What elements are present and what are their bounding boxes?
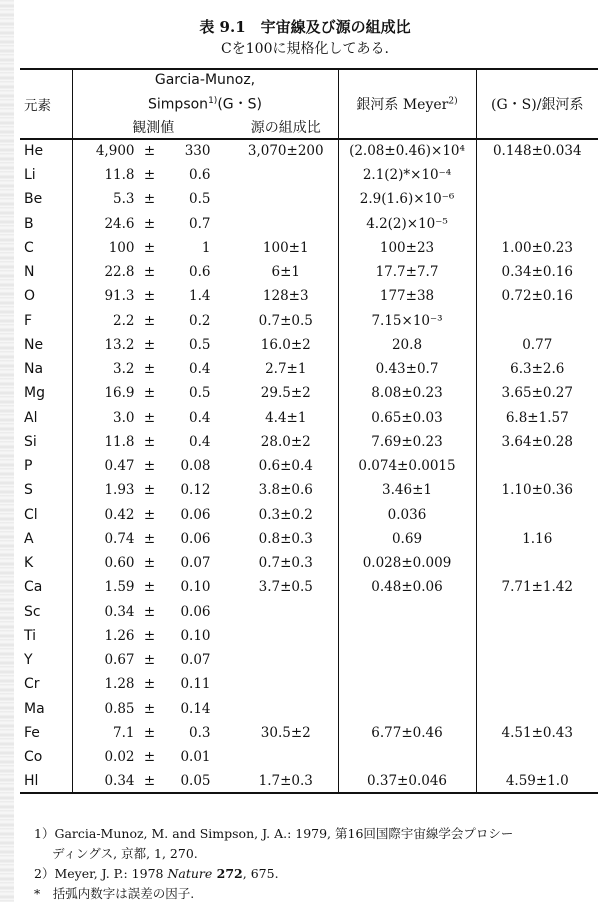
observed-value: 0.34 (104, 603, 135, 620)
cell-element: S (24, 482, 33, 499)
observed-value: 1.28 (104, 676, 135, 693)
cell-observed (72, 333, 234, 357)
cell-ratio (476, 624, 598, 648)
cell-observed (72, 769, 234, 793)
cell-source (234, 745, 338, 769)
table-row (20, 187, 598, 211)
cell-source (234, 599, 338, 623)
table-row (20, 478, 598, 502)
observed-error: 330 (184, 143, 211, 160)
plus-minus: ± (143, 215, 156, 232)
cell-meyer: 7.15×10⁻³ (338, 308, 476, 332)
header-source: 源の組成比 (250, 119, 321, 136)
cell-element: A (24, 530, 34, 547)
header-ratio: (G・S)/銀河系 (476, 69, 598, 139)
cell-source: 6±1 (271, 264, 300, 281)
cell-meyer: 0.48±0.06 (338, 575, 476, 599)
cell-ratio (476, 745, 598, 769)
cell-meyer: 7.69±0.23 (338, 430, 476, 454)
cell-observed (72, 648, 234, 672)
cell-element: Hl (24, 772, 39, 789)
cell-source: 3.7±0.5 (258, 579, 313, 596)
cell-element: C (24, 239, 34, 256)
plus-minus: ± (143, 652, 156, 669)
table-row (20, 454, 598, 478)
plus-minus: ± (143, 749, 156, 766)
cell-observed (72, 672, 234, 696)
observed-error: 0.14 (180, 700, 211, 717)
plus-minus: ± (143, 458, 156, 475)
cell-element: Ma (24, 700, 45, 717)
observed-value: 1.93 (104, 482, 135, 499)
observed-value: 0.42 (104, 506, 135, 523)
cell-ratio (476, 163, 598, 187)
observed-value: 0.67 (104, 652, 135, 669)
cell-ratio: 4.51±0.43 (476, 721, 598, 745)
cell-observed (72, 187, 234, 211)
cell-meyer: 0.074±0.0015 (338, 454, 476, 478)
observed-error: 0.01 (180, 749, 211, 766)
observed-error: 0.6 (189, 167, 211, 184)
table-row (20, 721, 598, 745)
plus-minus: ± (143, 239, 156, 256)
cell-source: 1.7±0.3 (258, 772, 313, 789)
plus-minus: ± (143, 724, 156, 741)
observed-error: 0.07 (180, 652, 211, 669)
cell-meyer (338, 745, 476, 769)
observed-value: 16.9 (104, 385, 135, 402)
cell-element: Mg (24, 385, 45, 402)
observed-error: 0.10 (180, 579, 211, 596)
table-row (20, 672, 598, 696)
cell-observed (72, 454, 234, 478)
observed-value: 24.6 (104, 215, 135, 232)
cell-ratio (476, 551, 598, 575)
cell-meyer (338, 624, 476, 648)
observed-value: 1.26 (104, 627, 135, 644)
cell-element: Be (24, 191, 43, 208)
cell-meyer: 177±38 (338, 284, 476, 308)
cell-observed (72, 696, 234, 720)
cell-ratio (476, 648, 598, 672)
observed-error: 0.12 (180, 482, 211, 499)
table-row (20, 575, 598, 599)
cell-ratio (476, 599, 598, 623)
plus-minus: ± (143, 555, 156, 572)
cell-ratio (476, 187, 598, 211)
table-row (20, 624, 598, 648)
cell-ratio (476, 211, 598, 235)
plus-minus: ± (143, 312, 156, 329)
observed-value: 91.3 (104, 288, 135, 305)
plus-minus: ± (143, 143, 156, 160)
cell-meyer: 4.2(2)×10⁻⁵ (338, 211, 476, 235)
observed-value: 5.3 (113, 191, 135, 208)
cell-observed (72, 551, 234, 575)
cell-source: 128±3 (262, 288, 309, 305)
cell-element: B (24, 215, 34, 232)
plus-minus: ± (143, 385, 156, 402)
plus-minus: ± (143, 361, 156, 378)
cell-source (234, 624, 338, 648)
cell-element: Cl (24, 506, 38, 523)
table-title: 表 9.1 宇宙線及び源の組成比 (199, 18, 411, 36)
observed-value: 0.85 (104, 700, 135, 717)
cell-meyer: 17.7±7.7 (338, 260, 476, 284)
header-meyer: 銀河系 Meyer$^{2)}$ (338, 69, 476, 139)
observed-value: 100 (108, 239, 135, 256)
cell-source (234, 648, 338, 672)
plus-minus: ± (143, 772, 156, 789)
observed-value: 7.1 (113, 724, 135, 741)
table-row (20, 284, 598, 308)
cell-source: 0.7±0.3 (258, 555, 313, 572)
plus-minus: ± (143, 482, 156, 499)
cell-ratio: 1.10±0.36 (476, 478, 598, 502)
observed-error: 0.08 (180, 458, 211, 475)
observed-error: 0.6 (189, 264, 211, 281)
plus-minus: ± (143, 603, 156, 620)
cell-element: Sc (24, 603, 41, 620)
plus-minus: ± (143, 676, 156, 693)
plus-minus: ± (143, 433, 156, 450)
plus-minus: ± (143, 409, 156, 426)
cell-source: 0.6±0.4 (258, 458, 313, 475)
observed-value: 13.2 (104, 336, 135, 353)
cell-ratio (476, 454, 598, 478)
header-garcia-munoz (72, 69, 338, 116)
cell-element: F (24, 312, 33, 329)
observed-value: 22.8 (104, 264, 135, 281)
observed-value: 1.59 (104, 579, 135, 596)
observed-error: 0.4 (189, 409, 211, 426)
cell-meyer (338, 696, 476, 720)
cell-ratio (476, 502, 598, 526)
cell-source: 29.5±2 (260, 385, 311, 402)
plus-minus: ± (143, 336, 156, 353)
cell-source (234, 211, 338, 235)
observed-value: 11.8 (104, 167, 135, 184)
header-element: 元素 (24, 97, 51, 114)
table-row (20, 648, 598, 672)
cell-observed (72, 405, 234, 429)
plus-minus: ± (143, 627, 156, 644)
cell-source: 0.8±0.3 (258, 530, 313, 547)
cell-element: Na (24, 361, 44, 378)
cell-ratio: 0.34±0.16 (476, 260, 598, 284)
cell-meyer: 0.69 (338, 527, 476, 551)
cell-source: 30.5±2 (260, 724, 311, 741)
cell-observed (72, 308, 234, 332)
observed-value: 3.2 (113, 361, 135, 378)
observed-error: 0.10 (180, 627, 211, 644)
table-row (20, 236, 598, 260)
cell-element: Cr (24, 676, 40, 693)
cell-source: 3,070±200 (247, 143, 324, 160)
header-observed: 観測値 (72, 116, 234, 139)
cell-observed (72, 381, 234, 405)
observed-value: 0.47 (104, 458, 135, 475)
cell-observed (72, 211, 234, 235)
observed-error: 0.2 (189, 312, 211, 329)
cell-ratio: 3.64±0.28 (476, 430, 598, 454)
cell-source (234, 696, 338, 720)
footnote-1-line2: ディングス, 京都, 1, 270. (52, 846, 198, 861)
cell-meyer: 0.65±0.03 (338, 405, 476, 429)
table-row (20, 599, 598, 623)
footnote-3: * 括弧内数字は誤差の因子. (34, 886, 195, 901)
cell-element: He (24, 143, 44, 160)
cell-meyer: 0.43±0.7 (338, 357, 476, 381)
observed-value: 2.2 (113, 312, 135, 329)
cell-observed (72, 527, 234, 551)
cell-ratio: 6.8±1.57 (476, 405, 598, 429)
cell-element: N (24, 264, 35, 281)
plus-minus: ± (143, 530, 156, 547)
table-row (20, 405, 598, 429)
observed-error: 0.7 (189, 215, 211, 232)
table-row (20, 211, 598, 235)
observed-error: 0.5 (189, 336, 211, 353)
table-row (20, 502, 598, 526)
cell-element: O (24, 288, 36, 305)
cell-source: 16.0±2 (260, 336, 311, 353)
observed-error: 0.06 (180, 506, 211, 523)
cell-ratio: 0.77 (476, 333, 598, 357)
table-row (20, 308, 598, 332)
observed-error: 0.11 (180, 676, 211, 693)
cell-ratio (476, 308, 598, 332)
cell-meyer: 6.77±0.46 (338, 721, 476, 745)
cell-source: 3.8±0.6 (258, 482, 313, 499)
cell-source: 4.4±1 (265, 409, 307, 426)
observed-error: 0.5 (189, 385, 211, 402)
cell-observed (72, 163, 234, 187)
plus-minus: ± (143, 506, 156, 523)
observed-error: 1 (201, 239, 211, 256)
cell-source: 100±1 (262, 239, 309, 256)
header-group-line1: Garcia-Munoz, (154, 72, 256, 88)
table-body (20, 139, 598, 794)
observed-value: 0.02 (104, 749, 135, 766)
plus-minus: ± (143, 191, 156, 208)
observed-error: 0.4 (189, 361, 211, 378)
table-row (20, 333, 598, 357)
plus-minus: ± (143, 579, 156, 596)
cell-observed (72, 430, 234, 454)
observed-value: 0.34 (104, 772, 135, 789)
cell-source: 28.0±2 (260, 433, 311, 450)
cell-meyer: (2.08±0.46)×10⁴ (338, 139, 476, 163)
cell-ratio (476, 672, 598, 696)
cell-element: Si (24, 433, 37, 450)
observed-value: 0.60 (104, 555, 135, 572)
cell-meyer (338, 648, 476, 672)
cell-source (234, 672, 338, 696)
cell-observed (72, 721, 234, 745)
cell-meyer: 8.08±0.23 (338, 381, 476, 405)
cell-ratio: 7.71±1.42 (476, 575, 598, 599)
table-subtitle: Cを100に規格化してある. (221, 41, 389, 57)
cell-element: K (24, 555, 34, 572)
cell-ratio: 1.00±0.23 (476, 236, 598, 260)
cell-observed (72, 745, 234, 769)
observed-error: 0.07 (180, 555, 211, 572)
footnotes (34, 824, 594, 904)
observed-value: 4,900 (95, 143, 135, 160)
cell-ratio: 1.16 (476, 527, 598, 551)
cell-ratio: 0.72±0.16 (476, 284, 598, 308)
table-row (20, 430, 598, 454)
cell-element: Ne (24, 336, 44, 353)
cell-meyer (338, 672, 476, 696)
composition-table (20, 68, 598, 794)
table-row (20, 769, 598, 793)
table-row (20, 139, 598, 163)
plus-minus: ± (143, 288, 156, 305)
cell-meyer (338, 599, 476, 623)
cell-observed (72, 599, 234, 623)
cell-observed (72, 575, 234, 599)
cell-observed (72, 624, 234, 648)
plus-minus: ± (143, 167, 156, 184)
cell-source: 2.7±1 (265, 361, 307, 378)
cell-ratio: 6.3±2.6 (476, 357, 598, 381)
cell-element: Ca (24, 579, 43, 596)
observed-error: 0.5 (189, 191, 211, 208)
cell-meyer: 2.1(2)*×10⁻⁴ (338, 163, 476, 187)
cell-source: 0.7±0.5 (258, 312, 313, 329)
cell-ratio: 3.65±0.27 (476, 381, 598, 405)
cell-meyer: 20.8 (338, 333, 476, 357)
footnote-2: 2）Meyer, J. P.: 1978 Nature 272, 675. (34, 866, 279, 881)
table-row (20, 357, 598, 381)
cell-meyer: 100±23 (338, 236, 476, 260)
cell-source: 0.3±0.2 (258, 506, 313, 523)
cell-observed (72, 478, 234, 502)
cell-element: Y (24, 652, 33, 669)
cell-source (234, 187, 338, 211)
table-row (20, 163, 598, 187)
observed-error: 0.4 (189, 433, 211, 450)
observed-value: 3.0 (113, 409, 135, 426)
cell-meyer: 0.028±0.009 (338, 551, 476, 575)
observed-error: 0.05 (180, 772, 211, 789)
cell-observed (72, 284, 234, 308)
cell-ratio: 0.148±0.034 (476, 139, 598, 163)
cell-ratio (476, 696, 598, 720)
observed-error: 1.4 (189, 288, 211, 305)
scan-edge-shading (0, 0, 14, 902)
cell-ratio: 4.59±1.0 (476, 769, 598, 793)
table-row (20, 551, 598, 575)
table-row (20, 527, 598, 551)
observed-error: 0.3 (189, 724, 211, 741)
cell-meyer: 0.37±0.046 (338, 769, 476, 793)
cell-observed (72, 502, 234, 526)
cell-element: Co (24, 749, 43, 766)
observed-error: 0.06 (180, 603, 211, 620)
cell-meyer: 0.036 (338, 502, 476, 526)
plus-minus: ± (143, 700, 156, 717)
observed-error: 0.06 (180, 530, 211, 547)
table-row (20, 696, 598, 720)
cell-element: Fe (24, 724, 40, 741)
table-row (20, 381, 598, 405)
header-group-line2: Simpson$^{1)}$(G・S) (148, 96, 262, 113)
plus-minus: ± (143, 264, 156, 281)
cell-element: Li (24, 167, 36, 184)
cell-element: Al (24, 409, 38, 426)
cell-meyer: 2.9(1.6)×10⁻⁶ (338, 187, 476, 211)
cell-element: P (24, 458, 33, 475)
table-row (20, 745, 598, 769)
observed-value: 0.74 (104, 530, 135, 547)
cell-observed (72, 357, 234, 381)
cell-observed (72, 236, 234, 260)
observed-value: 11.8 (104, 433, 135, 450)
footnote-1-line1: 1）Garcia-Munoz, M. and Simpson, J. A.: 1979, 第16回国際宇宙線学会プロシー (34, 826, 514, 841)
cell-observed (72, 139, 234, 163)
cell-observed (72, 260, 234, 284)
cell-element: Ti (24, 627, 37, 644)
cell-source (234, 163, 338, 187)
cell-meyer: 3.46±1 (338, 478, 476, 502)
table-row (20, 260, 598, 284)
table-header (20, 69, 598, 139)
